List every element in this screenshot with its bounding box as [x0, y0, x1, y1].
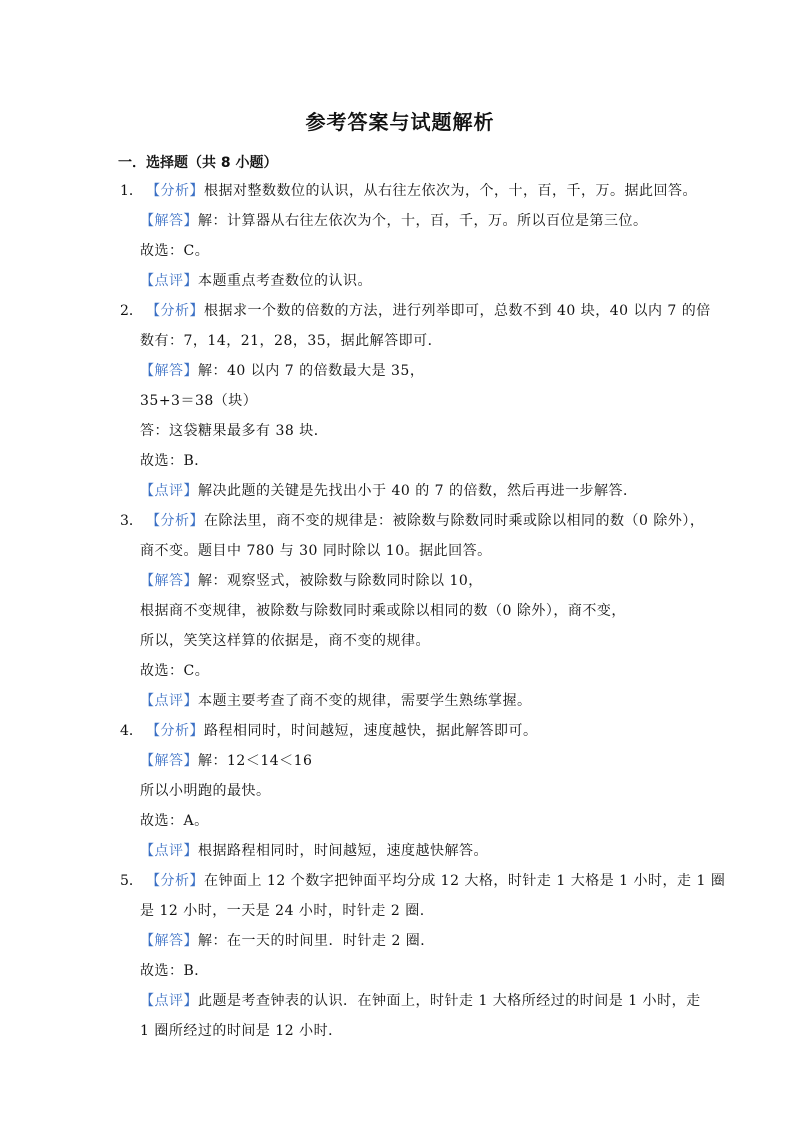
answer-line: 答：这袋糖果最多有 38 块．: [140, 423, 329, 439]
comment-line: 【点评】此题是考查钟表的认识．在钟面上，时针走 1 大格所经过的时间是 1 小时，走: [140, 993, 701, 1009]
answer-line: 故选：C。: [140, 243, 210, 259]
answer-line: 35+3＝38（块）: [140, 393, 258, 409]
analysis-line: 商不变。题目中 780 与 30 同时除以 10。据此回答。: [140, 543, 492, 559]
question-number: 4．: [120, 723, 143, 739]
analysis-line: 【分析】在钟面上 12 个数字把钟面平均分成 12 大格，时针走 1 大格是 1 小时，走 1 圈: [146, 873, 726, 889]
question-number: 2．: [120, 303, 143, 319]
comment-line: 【点评】本题主要考查了商不变的规律，需要学生熟练掌握。: [140, 693, 532, 709]
comment-tag: 【点评】: [140, 843, 198, 859]
answer-line: 所以，笑笑这样算的依据是，商不变的规律。: [140, 633, 430, 649]
answer-tag: 【解答】: [140, 753, 198, 769]
answer-line: 【解答】解：观察竖式，被除数与除数同时除以 10，: [140, 573, 483, 589]
analysis-line: 【分析】根据求一个数的倍数的方法，进行列举即可，总数不到 40 块，40 以内 7 的倍: [146, 303, 711, 319]
comment-line: 【点评】根据路程相同时，时间越短，速度越快解答。: [140, 843, 488, 859]
answer-line: 根据商不变规律，被除数与除数同时乘或除以相同的数（0 除外），商不变，: [140, 603, 626, 619]
comment-line: 【点评】解决此题的关键是先找出小于 40 的 7 的倍数，然后再进一步解答．: [140, 483, 638, 499]
answer-line: 故选：A。: [140, 813, 209, 829]
analysis-line: 【分析】根据对整数数位的认识，从右往左依次为，个，十，百，千，万。据此回答。: [146, 183, 697, 199]
question-number: 1．: [120, 183, 143, 199]
analysis-line: 数有：7，14，21，28，35，据此解答即可．: [140, 333, 443, 349]
answer-line: 故选：B．: [140, 453, 209, 469]
analysis-tag: 【分析】: [146, 513, 204, 529]
page-title: 参考答案与试题解析: [305, 110, 495, 134]
section-heading: 一．选择题（共 8 小题）: [118, 155, 278, 171]
comment-tag: 【点评】: [140, 273, 198, 289]
answer-tag: 【解答】: [140, 573, 198, 589]
analysis-line: 【分析】路程相同时，时间越短，速度越快，据此解答即可。: [146, 723, 538, 739]
analysis-line: 是 12 小时，一天是 24 小时，时针走 2 圈.: [140, 903, 425, 919]
answer-line: 故选：C。: [140, 663, 210, 679]
comment-tag: 【点评】: [140, 693, 198, 709]
answer-line: 【解答】解：计算器从右往左依次为个，十，百，千，万。所以百位是第三位。: [140, 213, 648, 229]
analysis-tag: 【分析】: [146, 723, 204, 739]
comment-line: 1 圈所经过的时间是 12 小时．: [140, 1023, 343, 1039]
analysis-line: 【分析】在除法里，商不变的规律是：被除数与除数同时乘或除以相同的数（0 除外），: [146, 513, 705, 529]
answer-tag: 【解答】: [140, 363, 198, 379]
answer-line: 【解答】解：40 以内 7 的倍数最大是 35，: [140, 363, 425, 379]
comment-tag: 【点评】: [140, 483, 198, 499]
comment-line: 【点评】本题重点考查数位的认识。: [140, 273, 372, 289]
answer-line: 所以小明跑的最快。: [140, 783, 271, 799]
answer-line: 【解答】解：在一天的时间里．时针走 2 圈．: [140, 933, 435, 949]
analysis-tag: 【分析】: [146, 303, 204, 319]
analysis-tag: 【分析】: [146, 873, 204, 889]
analysis-tag: 【分析】: [146, 183, 204, 199]
question-number: 3．: [120, 513, 143, 529]
answer-line: 【解答】解：12＜14＜16: [140, 753, 313, 769]
answer-line: 故选：B．: [140, 963, 209, 979]
answer-tag: 【解答】: [140, 213, 198, 229]
question-number: 5．: [120, 873, 143, 889]
answer-tag: 【解答】: [140, 933, 198, 949]
comment-tag: 【点评】: [140, 993, 198, 1009]
